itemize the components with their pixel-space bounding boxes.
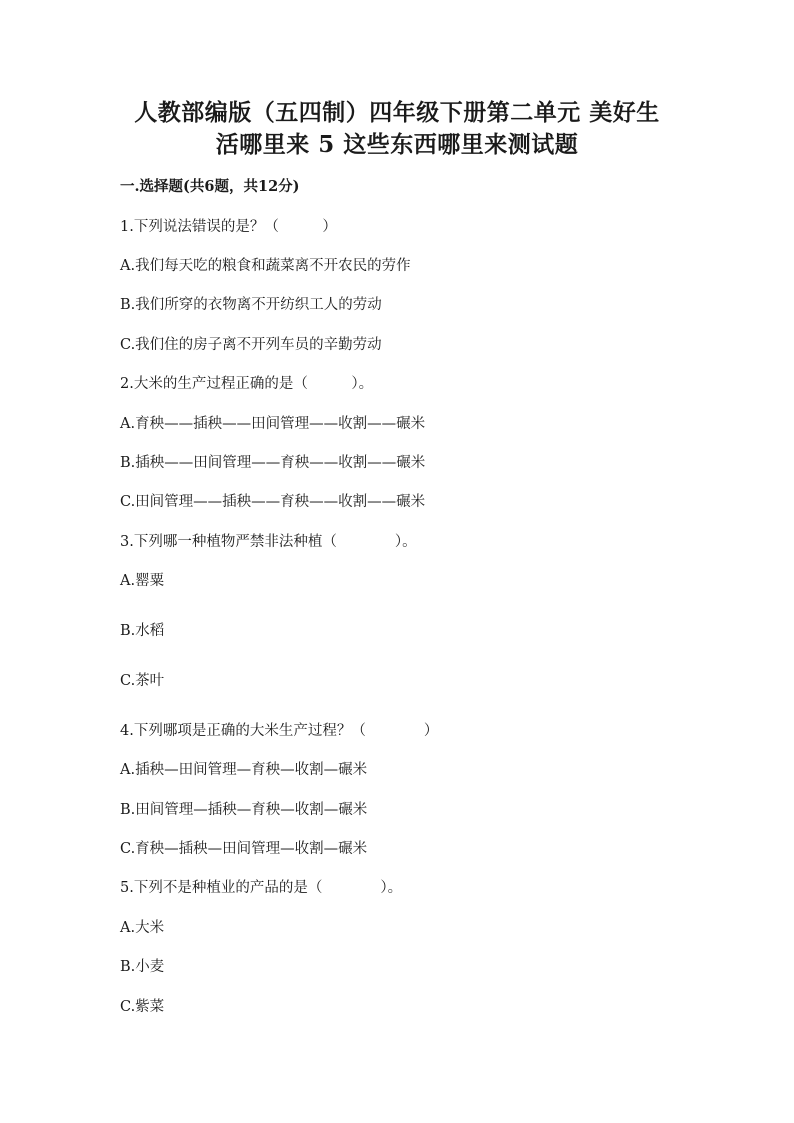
question-3-option-b: B.水稻 xyxy=(120,623,165,639)
question-5-stem: 5.下列不是种植业的产品的是（ ）。 xyxy=(120,880,403,896)
question-2-stem: 2.大米的生产过程正确的是（ ）。 xyxy=(120,376,374,392)
document-title-line-1: 人教部编版（五四制）四年级下册第二单元 美好生 xyxy=(134,99,660,126)
question-1-option-b: B.我们所穿的衣物离不开纺织工人的劳动 xyxy=(120,297,382,313)
section-heading: 一.选择题(共6题，共12分) xyxy=(120,178,300,195)
question-4-stem: 4.下列哪项是正确的大米生产过程？（ ） xyxy=(120,723,439,739)
question-5-option-c: C.紫菜 xyxy=(120,999,165,1015)
question-1-stem: 1.下列说法错误的是？（ ） xyxy=(120,219,337,235)
question-2-option-b: B.插秧——田间管理——育秧——收割——碾米 xyxy=(120,455,426,471)
question-5-option-b: B.小麦 xyxy=(120,959,165,975)
question-3-option-a: A.罂粟 xyxy=(120,573,165,589)
document-title-line-2: 活哪里来 5 这些东西哪里来测试题 xyxy=(215,131,579,158)
question-3-stem: 3.下列哪一种植物严禁非法种植（ ）。 xyxy=(120,534,417,550)
question-4-option-b: B.田间管理—插秧—育秧—收割—碾米 xyxy=(120,802,368,818)
question-2-option-a: A.育秧——插秧——田间管理——收割——碾米 xyxy=(120,416,426,432)
question-4-option-a: A.插秧—田间管理—育秧—收割—碾米 xyxy=(120,762,368,778)
question-5-option-a: A.大米 xyxy=(120,920,165,936)
question-3-option-c: C.茶叶 xyxy=(120,673,165,689)
question-1-option-c: C.我们住的房子离不开列车员的辛勤劳动 xyxy=(120,337,382,353)
question-1-option-a: A.我们每天吃的粮食和蔬菜离不开农民的劳作 xyxy=(120,258,411,274)
question-4-option-c: C.育秧—插秧—田间管理—收割—碾米 xyxy=(120,841,368,857)
question-2-option-c: C.田间管理——插秧——育秧——收割——碾米 xyxy=(120,494,426,510)
